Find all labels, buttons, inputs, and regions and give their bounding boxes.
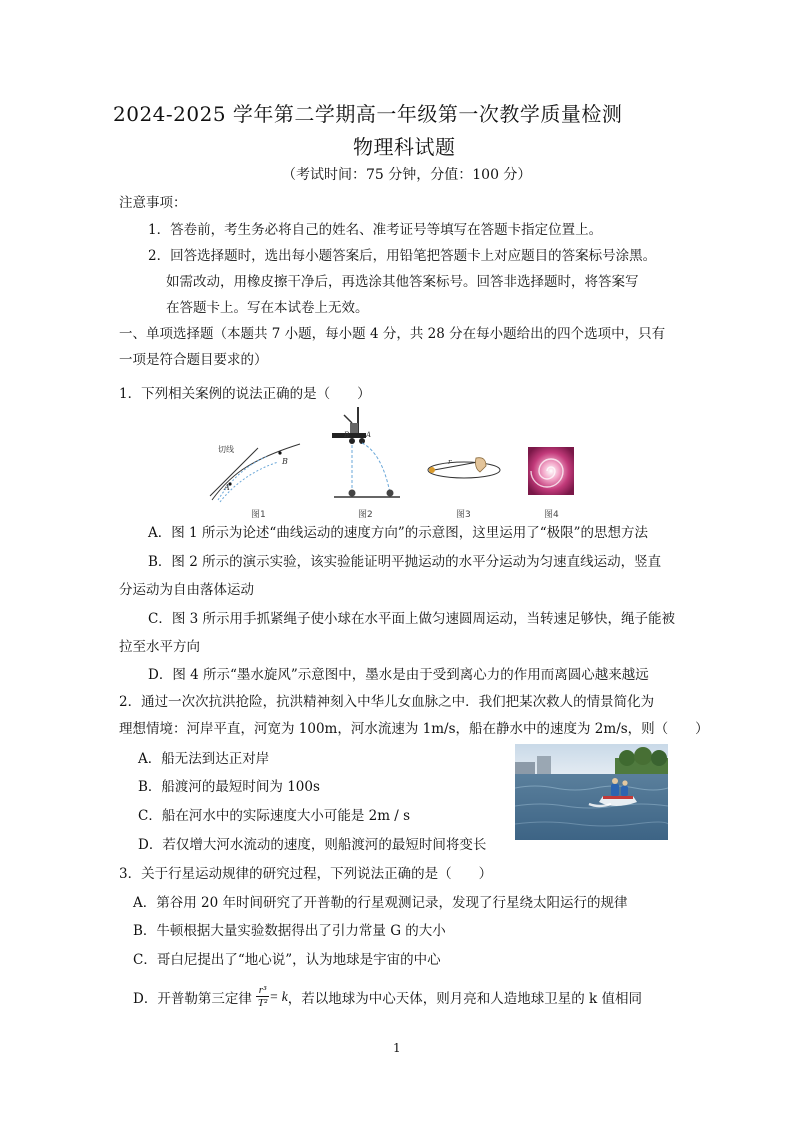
fig1-label-a: A [224, 483, 230, 492]
q3-option-c: C．哥白尼提出了“地心说”，认为地球是宇宙的中心 [133, 952, 441, 968]
figure-1-curve-diagram [208, 438, 303, 504]
q1-option-b-line1: B．图 2 所示的演示实验，该实验能证明平抛运动的水平分运动为匀速直线运动，竖直 [148, 554, 662, 570]
q2-stem-line2: 理想情境：河岸平直，河宽为 100m，河水流速为 1m/s，船在静水中的速度为 2m/s，则（ ） [119, 721, 709, 737]
q2-option-b: B．船渡河的最短时间为 100s [138, 779, 320, 795]
q1-stem: 1．下列相关案例的说法正确的是（ ） [119, 386, 371, 402]
figure-4-caption: 图4 [544, 510, 559, 520]
exam-info: （考试时间：75 分钟，分值：100 分） [282, 167, 532, 183]
fig2-label-a: A [366, 431, 372, 439]
notice-item-2c: 在答题卡上。写在本试卷上无效。 [166, 300, 369, 316]
figure-3-caption: 图3 [456, 510, 471, 520]
q2-option-c: C．船在河水中的实际速度大小可能是 2m / s [138, 808, 411, 824]
fig3-label-r: r [448, 458, 452, 466]
figure-3-circular-motion [420, 452, 504, 492]
notice-heading: 注意事项： [119, 195, 187, 211]
figure-1-caption: 图1 [251, 510, 266, 520]
kepler-third-law-fraction [256, 984, 269, 1009]
fraction-denominator: T² [257, 997, 268, 1009]
q1-option-a: A．图 1 所示为论述“曲线运动的速度方向”的示意图，这里运用了“极限”的思想方法 [148, 525, 649, 541]
section1-line2: 一项是符合题目要求的） [119, 352, 268, 368]
q1-option-d: D．图 4 所示“墨水旋风”示意图中，墨水是由于受到离心力的作用而离圆心越来越远 [148, 667, 649, 683]
q2-rescue-boat-photo [515, 744, 668, 840]
q1-option-b-line2: 分运动为自由落体运动 [119, 582, 254, 598]
fig1-label-tangent: 切线 [218, 445, 234, 454]
figure-2-caption: 图2 [358, 510, 373, 520]
q3-stem: 3．关于行星运动规律的研究过程，下列说法正确的是（ ） [119, 866, 493, 882]
q3-option-b: B．牛顿根据大量实验数据得出了引力常量 G 的大小 [133, 923, 446, 939]
exam-title-line2: 物理科试题 [353, 135, 456, 159]
notice-item-2b: 如需改动，用橡皮擦干净后，再选涂其他答案标号。回答非选择题时，将答案写 [166, 274, 639, 290]
fraction-numerator: r³ [256, 984, 269, 997]
notice-item-2a: 2．回答选择题时，选出每小题答案后，用铅笔把答题卡上对应题目的答案标号涂黑。 [148, 248, 657, 264]
q3-option-a: A．第谷用 20 年时间研究了开普勒的行星观测记录，发现了行星绕太阳运行的规律 [133, 895, 628, 911]
fig1-label-b: B [282, 457, 288, 466]
section1-line1: 一、单项选择题（本题共 7 小题，每小题 4 分，共 28 分在每小题给出的四个选项中，只有 [119, 326, 666, 342]
q3-option-d-suffix: ，若以地球为中心天体，则月亮和人造地球卫星的 k 值相同 [287, 990, 642, 1007]
q2-stem-line1: 2．通过一次次抗洪抢险，抗洪精神刻入中华儿女血脉之中．我们把某次救人的情景简化为 [119, 694, 655, 710]
q1-option-c-line2: 拉至水平方向 [119, 639, 200, 655]
page-number: 1 [393, 1041, 401, 1055]
q1-option-c-line1: C．图 3 所示用手抓紧绳子使小球在水平面上做匀速圆周运动，当转速足够快，绳子能被 [148, 611, 675, 627]
notice-item-1: 1．答卷前，考生务必将自己的姓名、准考证号等填写在答题卡指定位置上。 [148, 222, 603, 238]
q3-option-d [133, 984, 642, 1009]
q2-option-a: A．船无法到达正对岸 [138, 751, 270, 767]
q2-option-d: D．若仅增大河水流动的速度，则船渡河的最短时间将变长 [138, 837, 487, 853]
exam-title-line1: 2024-2025 学年第二学期高一年级第一次教学质量检测 [113, 102, 623, 126]
fig2-label-b: B [344, 431, 350, 439]
figure-4-ink-vortex [528, 447, 574, 495]
q3-option-d-prefix: D．开普勒第三定律 [133, 990, 252, 1007]
figure-2-projectile-apparatus [330, 405, 404, 503]
q3-option-d-equation: = k [269, 988, 288, 1004]
